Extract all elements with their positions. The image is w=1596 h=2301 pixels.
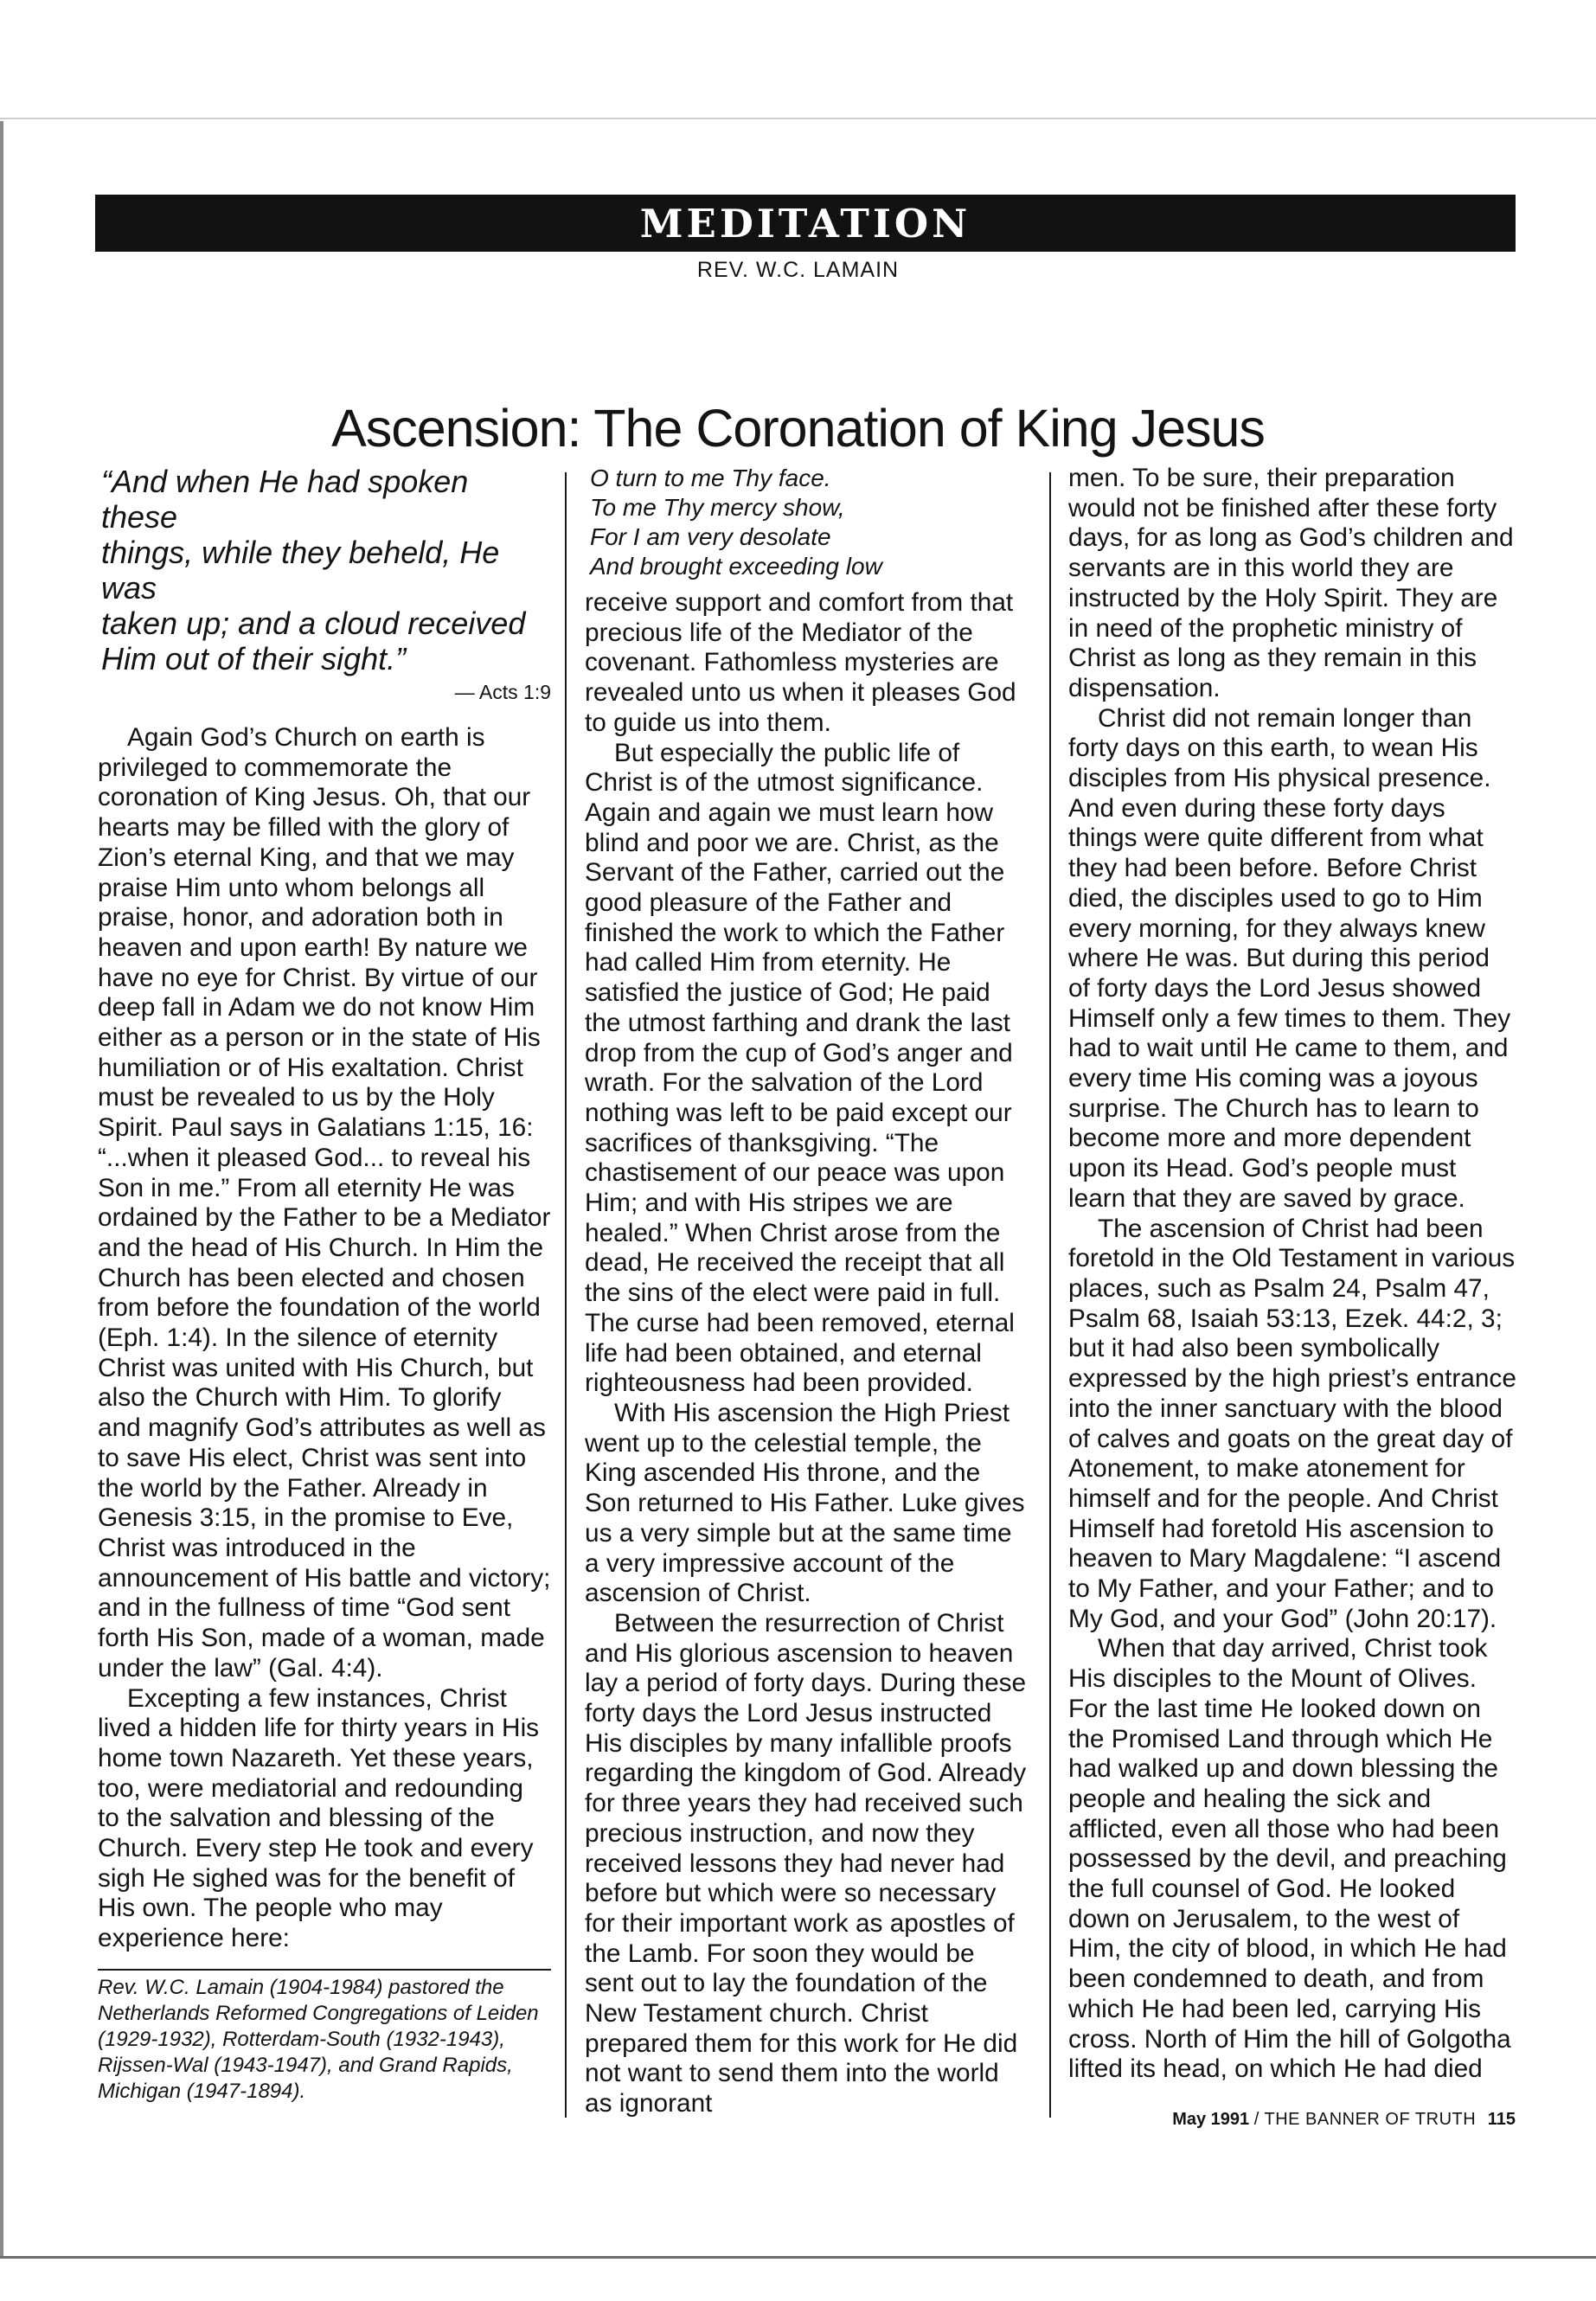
epigraph-line: Him out of their sight.” — [101, 641, 407, 676]
epigraph-line: “And when He had spoken these — [101, 464, 469, 535]
author-byline: REV. W.C. LAMAIN — [696, 258, 900, 282]
column-2 — [585, 464, 1029, 2119]
scan-bottom-edge — [0, 2256, 1596, 2259]
body-paragraph: Christ did not remain longer than forty days on this earth, to wean His disciples from His physical presence. And even during these forty days things were quite different from what they had been before. Before Christ died, the disciples used to go to Him every morning, for they always knew where He was. But during this period of forty days the Lord Jesus showed Himself only a few times to them. They had to wait until He came to them, and every time His coming was a joyous surprise. The Church has to learn to become more and more dependent upon its Head. God’s people must learn that they are saved by grace. — [1068, 703, 1511, 1213]
footnote-divider — [98, 1969, 551, 1971]
body-paragraph: With His ascension the High Priest went up to the celestial temple, the King ascended His throne, and the Son returned to His Father. Luke gives us a very simple but at the same time a very impressive account of the ascension of Christ. — [585, 1398, 1025, 1608]
hymn-verse — [585, 464, 1029, 581]
column-divider — [1049, 472, 1051, 2118]
column-1 — [98, 464, 551, 1954]
author-footnote: Rev. W.C. Lamain (1904-1984) pastored the Netherlands Reformed Congregations of Leiden (1929-1932), Rotterdam-South (1932-1943), Rijssen-Wal (1943-1947), and Grand Rapids, Michigan (1947-1894). — [98, 1976, 539, 2103]
section-title: MEDITATION — [639, 200, 971, 247]
column-3 — [1068, 464, 1518, 2085]
page-footer — [1073, 2110, 1516, 2130]
body-paragraph: The ascension of Christ had been foretold in the Old Testament in various places, such as Psalm 24, Psalm 47, Psalm 68, Isaiah 53:13, Ezek. 44:2, 3; but it had also been symbolically expressed by the high priest’s entrance into the inner sanctuary with the blood of calves and goats on the great day of Atonement, to make atonement for himself and for the people. And Christ Himself had foretold His ascension to heaven to Mary Magdalene: “I ascend to My Father, and your Father; and to My God, and your God” (John 20:17). — [1068, 1214, 1516, 1633]
body-paragraph: When that day arrived, Christ took His disciples to the Mount of Olives. For the last time He looked down on the Promised Land through which He had walked up and down blessing the people and healing the sick and afflicted, even all those who had been possessed by the devil, and preaching the full counsel of God. He looked down on Jerusalem, to the west of Him, the city of blood, in which He had been condemned to death, and from which He had been led, carrying His cross. North of Him the hill of Golgotha lifted its head, on which He had died — [1068, 1634, 1511, 2084]
body-paragraph: Again God’s Church on earth is privileged to commemorate the coronation of King Jesus. Oh, that our hearts may be filled with the glory of Zion’s eternal King, and that we may praise Him unto whom belongs all praise, honor, and adoration both in heaven and upon earth! By nature we have no eye for Christ. By virtue of our deep fall in Adam we do not know Him either as a person or in the state of His humiliation or of His exaltation. Christ must be revealed to us by the Holy Spirit. Paul says in Galatians 1:15, 16: “...when it pleased God... to reveal his Son in me.” From all eternity He was ordained by the Father to be a Mediator and the head of His Church. In Him the Church has been elected and chosen from before the foundation of the world (Eph. 1:4). In the silence of eternity Christ was united with His Church, but also the Church with Him. To glorify and magnify God’s attributes as well as to save His elect, Christ was sent into the world by the Father. Already in Genesis 3:15, in the promise to Eve, Christ was introduced in the announcement of His battle and victory; and in the fullness of time “God sent forth His Son, made of a woman, made under the law” (Gal. 4:4). — [98, 723, 551, 1682]
section-banner — [95, 195, 1516, 252]
verse-line: For I am very desolate — [590, 523, 831, 550]
epigraph-reference: — Acts 1:9 — [454, 681, 551, 703]
publication-name: / THE BANNER OF TRUTH — [1253, 2110, 1477, 2129]
issue-date: May 1991 — [1172, 2110, 1250, 2129]
body-paragraph: Excepting a few instances, Christ lived a hidden life for thirty years in His home town Nazareth. Yet these years, too, were mediatorial and redounding to the salvation and blessing of the Church. Every step He took and every sigh He sighed was for the benefit of His own. The people who may experience here: — [98, 1683, 540, 1953]
body-paragraph: receive support and comfort from that precious life of the Mediator of the covenant. Fathomless mysteries are revealed unto us when it pleases God to guide us into them. — [585, 588, 1016, 737]
verse-line: O turn to me Thy face. — [590, 465, 831, 491]
verse-line: And brought exceeding low — [590, 553, 882, 580]
epigraph-quote — [98, 464, 551, 676]
column-divider — [565, 472, 567, 2118]
body-paragraph: But especially the public life of Christ is of the utmost significance. Again and again we must learn how blind and poor we are. Christ, as the Servant of the Father, carried out the good pleasure of the Father and finished the work to which the Father had called Him from eternity. He satisfied the justice of God; He paid the utmost farthing and drank the last drop from the cup of God’s anger and wrath. For the salvation of the Lord nothing was left to be paid except our sacrifices of thanksgiving. “The chastisement of our peace was upon Him; and with His stripes we are healed.” When Christ arose from the dead, He received the receipt that all the sins of the elect were paid in full. The curse had been removed, eternal life had been obtained, and eternal righteousness had been provided. — [585, 738, 1015, 1398]
epigraph-line: taken up; and a cloud received — [101, 606, 526, 641]
body-paragraph: men. To be sure, their preparation would not be finished after these forty days, for as long as God’s children and servants are in this world they are instructed by the Holy Spirit. They are in need of the prophetic ministry of Christ as long as they remain in this dispensation. — [1068, 464, 1514, 702]
verse-line: To me Thy mercy show, — [590, 494, 845, 521]
page-number: 115 — [1487, 2110, 1516, 2129]
article-title: Ascension: The Coronation of King Jesus — [331, 399, 1265, 458]
epigraph-line: things, while they beheld, He was — [101, 535, 500, 606]
scan-top-edge — [0, 118, 1596, 119]
body-paragraph: Between the resurrection of Christ and His glorious ascension to heaven lay a period of forty days. During these forty days the Lord Jesus instructed His disciples by many infallible proofs regarding the kingdom of God. Already for three years they had received such precious instruction, and now they received lessons they had never had before but which were so necessary for their important work as apostles of the Lamb. For soon they would be sent out to lay the foundation of the New Testament church. Christ prepared them for this work for He did not want to send them into the world as ignorant — [585, 1608, 1027, 2118]
